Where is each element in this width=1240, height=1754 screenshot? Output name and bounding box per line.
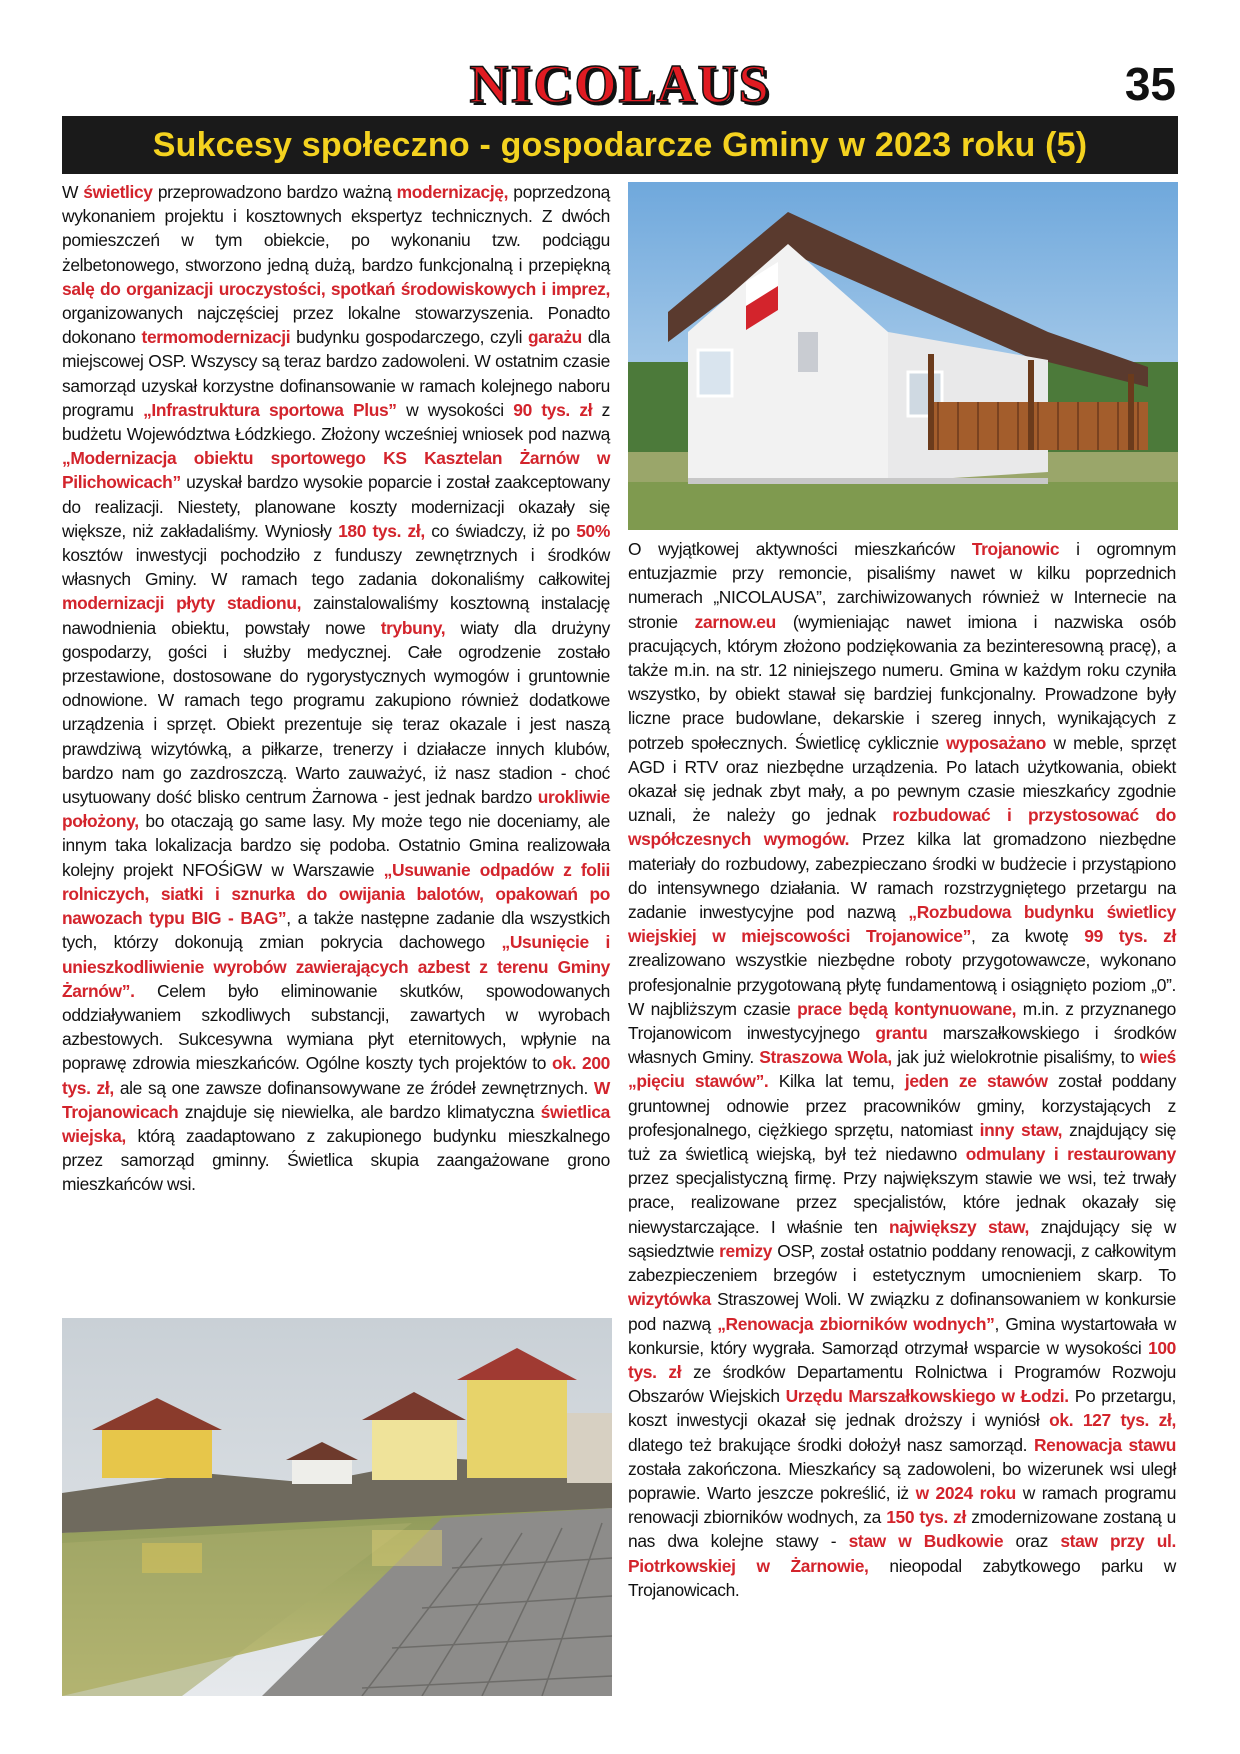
text-run: z budżetu Województwa Łódzkiego. Złożony wcześniej wniosek pod nazwą	[62, 399, 610, 445]
text-run: co świadczy, iż po	[424, 520, 577, 541]
highlighted-phrase: wizytówka	[628, 1289, 711, 1310]
highlighted-phrase: W Trojanowicach	[62, 1077, 610, 1122]
text-run: poprzedzoną wykonaniem projektu i kosztownych ekspertyz technicznych. Z dwóch pomieszczeń w tym obiekcie, po wykonaniu tzw. podciągu żelbetonowego, stworzono jedną dużą, bardzo funkcjonalną i przepiękną	[62, 182, 611, 275]
text-run: dlatego też brakujące środki dołożył nasz samorząd.	[628, 1434, 1034, 1455]
highlighted-phrase: staw przy ul. Piotrkowskiej w Żarnowie,	[628, 1531, 1176, 1576]
masthead	[0, 52, 1240, 116]
text-run: w wysokości	[396, 399, 514, 420]
text-run: zrealizowano wszystkie niezbędne roboty przygotowawcze, wykonano profesjonalnie przygotowaną płytę fundamentową i osiągnięto poziom „0”. W najbliższym czasie	[628, 950, 1176, 1019]
left-column	[62, 180, 610, 1197]
highlighted-phrase: „Usunięcie i unieszkodliwienie wyrobów zawierających azbest z terenu Gminy Żarnów”.	[62, 932, 610, 1001]
highlighted-phrase: modernizacji płyty stadionu,	[62, 593, 302, 614]
highlighted-phrase: 180 tys. zł,	[338, 520, 425, 541]
highlighted-phrase: termomodernizacji	[141, 327, 291, 348]
text-run: O wyjątkowej aktywności mieszkańców	[628, 539, 972, 559]
highlighted-phrase: 90 tys. zł	[513, 399, 593, 420]
text-run: m.in. z przyznanego Trojanowicom inwestycyjnego	[628, 998, 1176, 1044]
highlighted-phrase: 100 tys. zł	[628, 1337, 1176, 1382]
text-run: bo otaczają go same lasy. My może tego nie doceniamy, ale innym taka lokalizacja bardzo się podoba. Ostatnio Gmina realizowała kolejny projekt NFOŚiGW w Warszawie	[62, 811, 610, 880]
text-run: ale są one zawsze dofinansowywane ze źródeł zewnętrznych.	[113, 1077, 594, 1098]
highlighted-phrase: jeden ze stawów	[904, 1071, 1048, 1092]
text-run: OSP, został ostatnio poddany renowacji, z całkowitym zabezpieczeniem brzegów i estetycznym umocnieniem skarp. To	[628, 1240, 1176, 1286]
text-run: dla miejscowej OSP. Wszyscy są teraz bardzo zadowoleni. W ostatnim czasie samorząd uzyskał korzystne dofinansowanie w ramach kolejnego naboru programu	[62, 327, 610, 420]
highlighted-phrase: „Infrastruktura sportowa Plus”	[143, 399, 397, 420]
text-run: przez specjalistyczną firmę. Przy największym stawie we wsi, też trwały prace, realizowane przez specjalistów, które jednak okazały się niewystarczające. I właśnie ten	[628, 1168, 1176, 1237]
highlighted-phrase: garażu	[527, 327, 582, 348]
highlighted-phrase: Renowacja stawu	[1033, 1434, 1177, 1455]
highlighted-phrase: urokliwie położony,	[62, 787, 610, 832]
page-number: 35	[1124, 58, 1176, 110]
text-run: Celem było eliminowanie skutków, spowodowanych oddziaływaniem szkodliwych substancji, zawartych w wyrobach azbestowych. Sukcesywna wymiana płyt eternitowych, wpłynie na poprawę zdrowia mieszkańców. Ogólne koszty tych projektów to	[62, 980, 610, 1074]
text-run: zainstalowaliśmy kosztowną instalację nawodnienia obiektu, powstały nowe	[62, 593, 610, 638]
photo-community-hall	[628, 182, 1178, 530]
text-run: budynku gospodarczego, czyli	[290, 327, 528, 348]
text-run: znajduje się niewielka, ale bardzo klimatyczna	[178, 1101, 541, 1122]
text-run: Po przetargu, koszt inwestycji okazał się jednak droższy i wyniósł	[628, 1386, 1177, 1431]
highlighted-phrase: odmulany i restaurowany	[965, 1144, 1176, 1165]
highlighted-phrase: ok. 127 tys. zł,	[1049, 1410, 1176, 1431]
highlighted-phrase: największy staw,	[888, 1216, 1030, 1237]
highlighted-phrase: Straszowa Wola,	[759, 1047, 892, 1068]
magazine-logo: NICOLAUS	[469, 54, 771, 114]
highlighted-phrase: w 2024 roku	[915, 1482, 1016, 1503]
highlighted-phrase: salę do organizacji uroczystości, spotkań środowiskowych i imprez,	[62, 278, 610, 299]
highlighted-phrase: „Usuwanie odpadów z folii rolniczych, siatki i sznurka do owijania balotów, opakowań po nawozach typu BIG - BAG”	[62, 859, 610, 929]
text-run: w ramach programu renowacji zbiorników wodnych, za	[628, 1482, 1177, 1528]
highlighted-phrase: trybuny,	[380, 617, 446, 638]
text-run: nieopodal zabytkowego parku w Trojanowicach.	[628, 1555, 1176, 1600]
highlighted-phrase: 99 tys. zł	[1084, 926, 1176, 947]
text-run: Straszowej Woli. W związku z dofinansowaniem w konkursie pod nazwą	[628, 1289, 1176, 1334]
highlighted-phrase: zarnow.eu	[694, 611, 776, 632]
highlighted-phrase: ok. 200 tys. zł,	[62, 1053, 610, 1098]
text-run: , a także następne zadanie dla wszystkich tych, którzy dokonują zmian pokrycia dachowego	[62, 908, 610, 953]
highlighted-phrase: „Modernizacja obiektu sportowego KS Kasztelan Żarnów w Pilichowicach”	[62, 448, 610, 493]
text-run: znajdujący się w sąsiedztwie	[628, 1216, 1176, 1261]
text-run: oraz	[1003, 1531, 1061, 1552]
text-run: jak już wielokrotnie pisaliśmy, to	[891, 1047, 1140, 1068]
right-column-text	[628, 537, 1176, 1602]
highlighted-phrase: modernizację,	[396, 182, 509, 202]
text-run: w meble, sprzęt AGD i RTV oraz niezbędne urządzenia. Po latach użytkowania, obiekt okazał się jednak zbyt mały, a po pewnym czasie mieszkańcy zgodnie uznali, że należy go jednak	[628, 732, 1176, 826]
highlighted-phrase: Trojanowic	[971, 539, 1060, 559]
text-run: ze środków Departamentu Rolnictwa i Programów Rozwoju Obszarów Wiejskich	[628, 1361, 1176, 1407]
article-title: Sukcesy społeczno - gospodarcze Gminy w 2023 roku (5)	[152, 125, 1088, 164]
right-column	[628, 537, 1176, 1602]
text-run: zmodernizowane zostaną u nas dwa kolejne stawy -	[628, 1507, 1177, 1552]
text-run: uzyskał bardzo wysokie poparcie i został zaakceptowany do realizacji. Niestety, planowane koszty modernizacji okazały się większe, niż zakładaliśmy. Wyniosły	[62, 472, 610, 541]
highlighted-phrase: wieś „pięciu stawów”.	[628, 1047, 1176, 1092]
highlighted-phrase: świetlicy	[83, 182, 153, 202]
text-run: przeprowadzono bardzo ważną	[152, 182, 397, 202]
text-run: została zakończona. Mieszkańcy są zadowoleni, bo wizerunek wsi uległ poprawie. Warto jeszcze pokreślić, iż	[628, 1458, 1176, 1503]
highlighted-phrase: wyposażano	[946, 732, 1047, 753]
highlighted-phrase: „Rozbudowa budynku świetlicy wiejskiej w miejscowości Trojanowice”	[628, 902, 1176, 947]
highlighted-phrase: rozbudować i przystosować do współczesnych wymogów.	[628, 805, 1176, 850]
highlighted-phrase: grantu	[875, 1023, 928, 1044]
highlighted-phrase: staw w Budkowie	[848, 1531, 1004, 1552]
highlighted-phrase: „Renowacja zbiorników wodnych”	[717, 1313, 995, 1334]
left-column-text	[62, 180, 610, 1197]
text-run: znajdujący się tuż za świetlicą wiejską, był też niedawno	[628, 1119, 1176, 1165]
text-run: Przez kilka lat gromadzono niezbędne materiały do rozbudowy, zabezpieczano środki w budżecie i przystąpiono do intensywnego działania. W ramach rozstrzygniętego przetargu na zadanie inwestycyjne pod nazwą	[628, 829, 1176, 923]
text-run: (wymieniając nawet imiona i nazwiska osób pracujących, którym złożono podziękowania za bezinteresowną pracę), a także m.in. na str. 12 niniejszego numeru. Gmina w każdym roku czyniła wszystko, by obiekt stawał się bardziej funkcjonalny. Prowadzone były liczne prace budowlane, dekarskie i szereg innych, wynikających z potrzeb społecznych. Świetlicę cyklicznie	[628, 611, 1176, 753]
text-run: marszałkowskiego i środków własnych Gminy.	[628, 1023, 1176, 1068]
text-run: kosztów inwestycji pochodziło z funduszy zewnętrznych i środków własnych Gminy. W ramach tego zadania dokonaliśmy całkowitej	[62, 545, 610, 590]
text-run: , za kwotę	[970, 926, 1085, 947]
title-bar	[62, 116, 1178, 174]
text-run: organizowanych najczęściej przez lokalne stowarzyszenia. Ponadto dokonano	[62, 303, 610, 348]
text-run: , Gmina wystartowała w konkursie, który wygrała. Samorząd otrzymał wsparcie w wysokości	[628, 1313, 1177, 1358]
highlighted-phrase: inny staw,	[979, 1119, 1063, 1140]
text-run: W	[62, 182, 84, 202]
highlighted-phrase: prace będą kontynuowane,	[797, 998, 1017, 1019]
highlighted-phrase: Urzędu Marszałkowskiego w Łodzi.	[785, 1386, 1069, 1407]
highlighted-phrase: 150 tys. zł	[886, 1507, 966, 1528]
highlighted-phrase: remizy	[719, 1240, 773, 1261]
text-run: został poddany gruntownej odnowie przez pracowników gminy, korzystających z profesjonalnego, ciężkiego sprzętu, natomiast	[628, 1071, 1176, 1140]
text-run: Kilka lat temu,	[768, 1071, 905, 1092]
highlighted-phrase: świetlica wiejska,	[62, 1101, 610, 1146]
text-run: i ogromnym entuzjazmie przy remoncie, pisaliśmy nawet w kilku poprzednich numerach „NICOLAUSA”, zarchiwizowanych również w Internecie na stronie	[628, 539, 1176, 632]
text-run: którą zaadaptowano z zakupionego budynku mieszkalnego przez samorząd gminny. Świetlica skupia zaangażowane grono mieszkańców wsi.	[62, 1125, 610, 1195]
text-run: wiaty dla drużyny gospodarzy, gości i służby medycznej. Całe ogrodzenie zostało przestawione, dostosowane do rygorystycznych wymogów i gruntownie odnowione. W ramach tego programu zakupiono również dodatkowe urządzenia i sprzęt. Obiekt prezentuje się teraz okazale i jest naszą prawdziwą wizytówką, a piłkarze, trenerzy i działacze innych klubów, bardzo nam go zazdroszczą. Warto zauważyć, iż nasz stadion - choć usytuowany dość blisko centrum Żarnowa - jest jednak bardzo	[62, 617, 610, 808]
photo-renovated-pond	[62, 1318, 612, 1696]
highlighted-phrase: 50%	[576, 520, 610, 541]
